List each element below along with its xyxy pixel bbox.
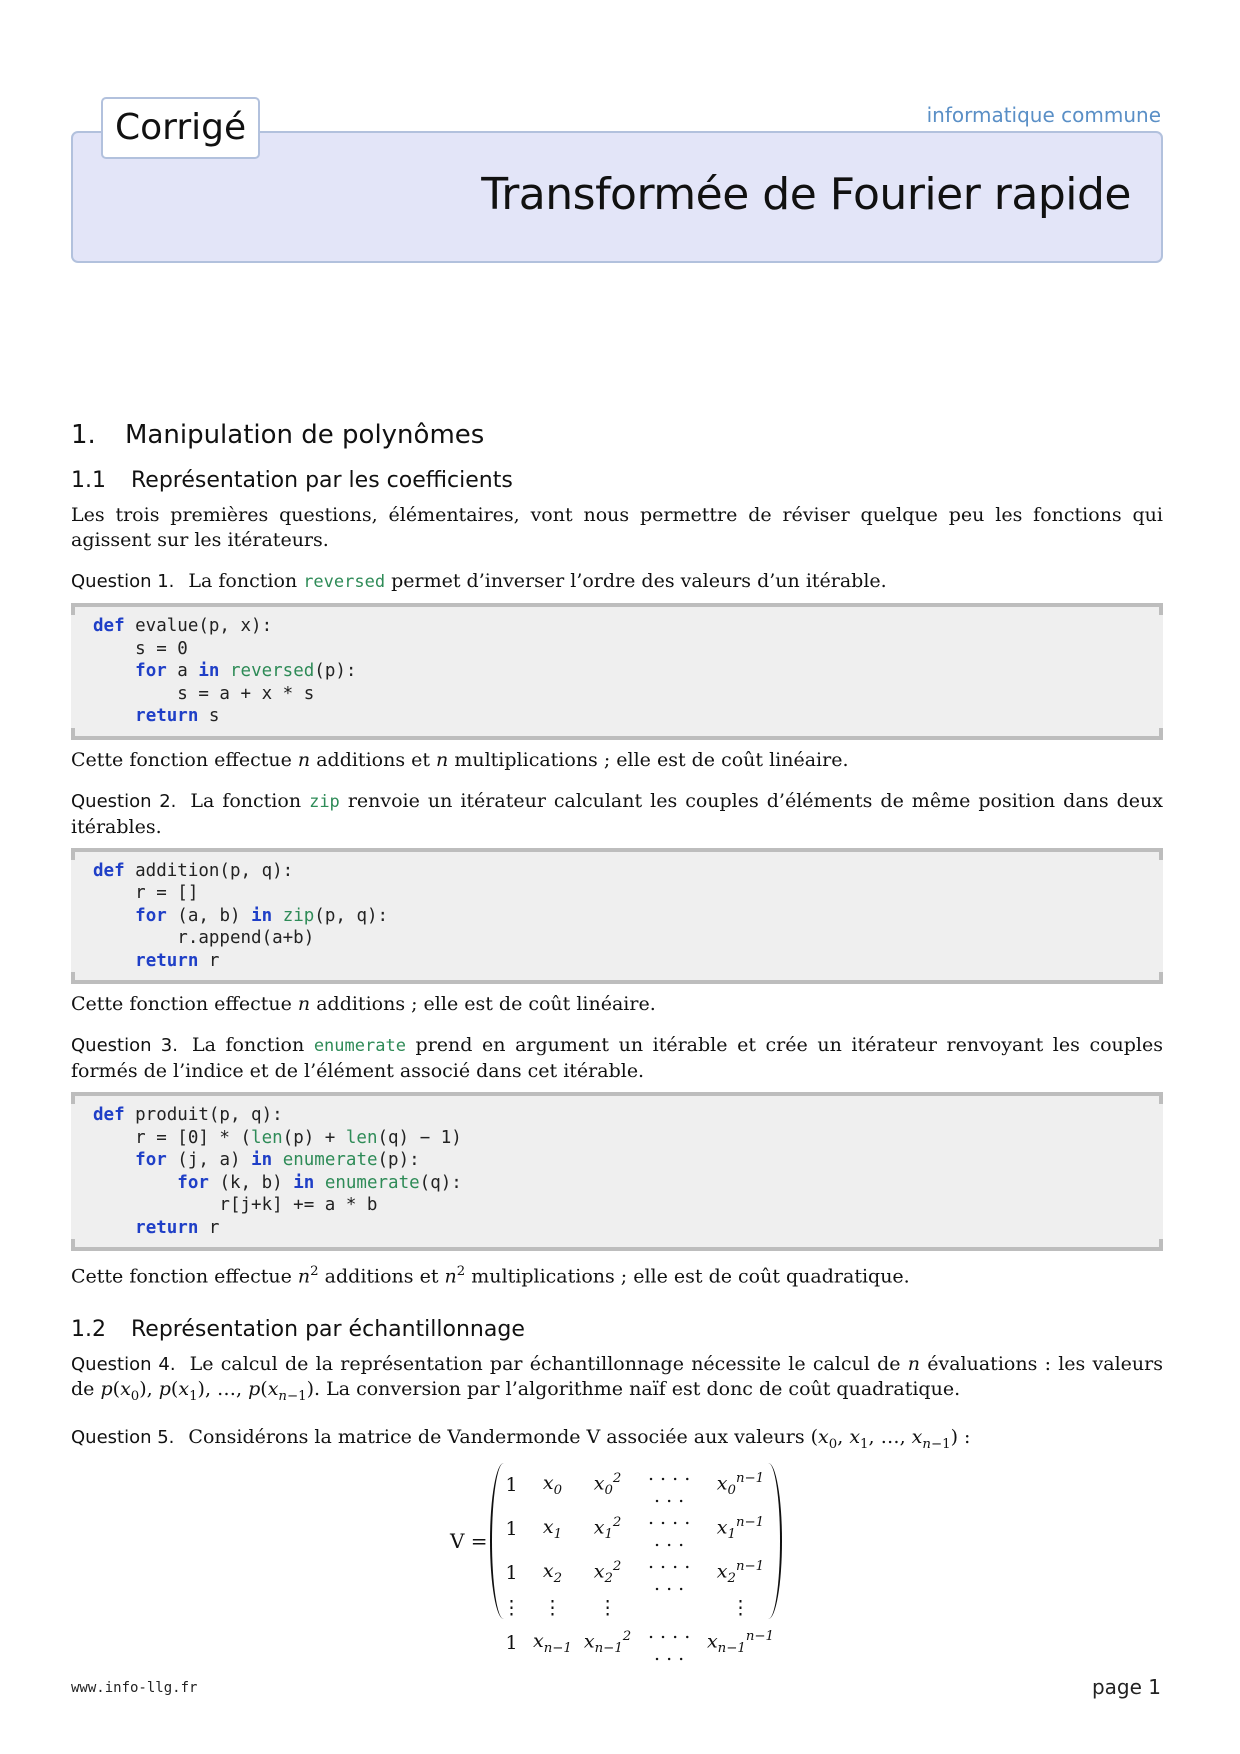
- intro-paragraph: Les trois premières questions, élémentaires, vont nous permettre de réviser quelque peu les fonctions qui agissent sur les itérateurs.: [71, 504, 1163, 551]
- question-5: Question 5. Considérons la matrice de Vandermonde V associée aux valeurs ($x_0$, $x_1$, …, $x_{n-1}$) :: [71, 1426, 971, 1452]
- page-number: page 1: [1091, 1675, 1161, 1699]
- answer-1: Cette fonction effectue n additions et n multiplications ; elle est de coût linéaire.: [71, 748, 849, 771]
- subsection-heading: 1.1 Représentation par les coefficients: [71, 468, 513, 493]
- question-3: Question 3. La fonction enumerate prend en argument un itérable et crée un itérateur renvoyant les couples formés de l’indice et de l’élément associé dans cet itérable.: [71, 1034, 1163, 1082]
- topic-label: informatique commune: [926, 103, 1161, 127]
- question-4: Question 4. Le calcul de la représentation par échantillonnage nécessite le calcul de n évaluations : les valeurs de $p(x_0)$, $p(x_1)$, …, $p(x_{n-1})$. La conversion par l’algorithme naïf est donc de coût quadratique.: [71, 1353, 1163, 1405]
- question-2: Question 2. La fonction zip renvoie un itérateur calculant les couples d’éléments de même position dans deux itérables.: [71, 789, 1163, 838]
- main-content: [71, 420, 1163, 1665]
- answer-3: Cette fonction effectue $n^2$ additions et $n^2$ multiplications ; elle est de coût quadratique.: [71, 1264, 910, 1288]
- corrige-badge: Corrigé: [101, 97, 260, 159]
- vandermonde-matrix: [71, 1462, 1163, 1665]
- subsection-heading-2: 1.2 Représentation par échantillonnage: [71, 1317, 525, 1343]
- question-1: Question 1. La fonction reversed permet d’inverser l’ordre des valeurs d’un itérable.: [71, 570, 887, 592]
- code-block-addition: def addition(p, q): r = [] for (a, b) in zip(p, q): r.append(a+b) return r: [71, 848, 1163, 985]
- section-heading: 1. Manipulation de polynômes: [71, 420, 485, 450]
- code-block-produit: def produit(p, q): r = [0] * (len(p) + len(q) − 1) for (j, a) in enumerate(p): for (k, b) in enumerate(q): r[j+k] += a * b return r: [71, 1092, 1163, 1251]
- matrix-label: V =: [450, 1528, 488, 1553]
- footer-url: www.info-llg.fr: [71, 1680, 198, 1696]
- code-block-evalue: def evalue(p, x): s = 0 for a in reversed(p): s = a + x * s return s: [71, 603, 1163, 740]
- page-title: Transformée de Fourier rapide: [481, 169, 1131, 220]
- matrix-body: 1 $x_0$ $x_0^2$ . . . . . . . $x_0^{n-1}$ 1 $x_1$ $x_1^2$ . . . . . . . $x_1^{n-1}$ 1 $x_2$ $x_2^2$ . . . . . . . $x_2^{n-1}$ ⋮ ⋮ ⋮ ⋮ 1 $x_{n-1}$ $x_{n-1}^2$ . . . . . . . $x_{n-1}^{n-1}$: [490, 1463, 782, 1619]
- answer-2: Cette fonction effectue n additions ; elle est de coût linéaire.: [71, 993, 656, 1015]
